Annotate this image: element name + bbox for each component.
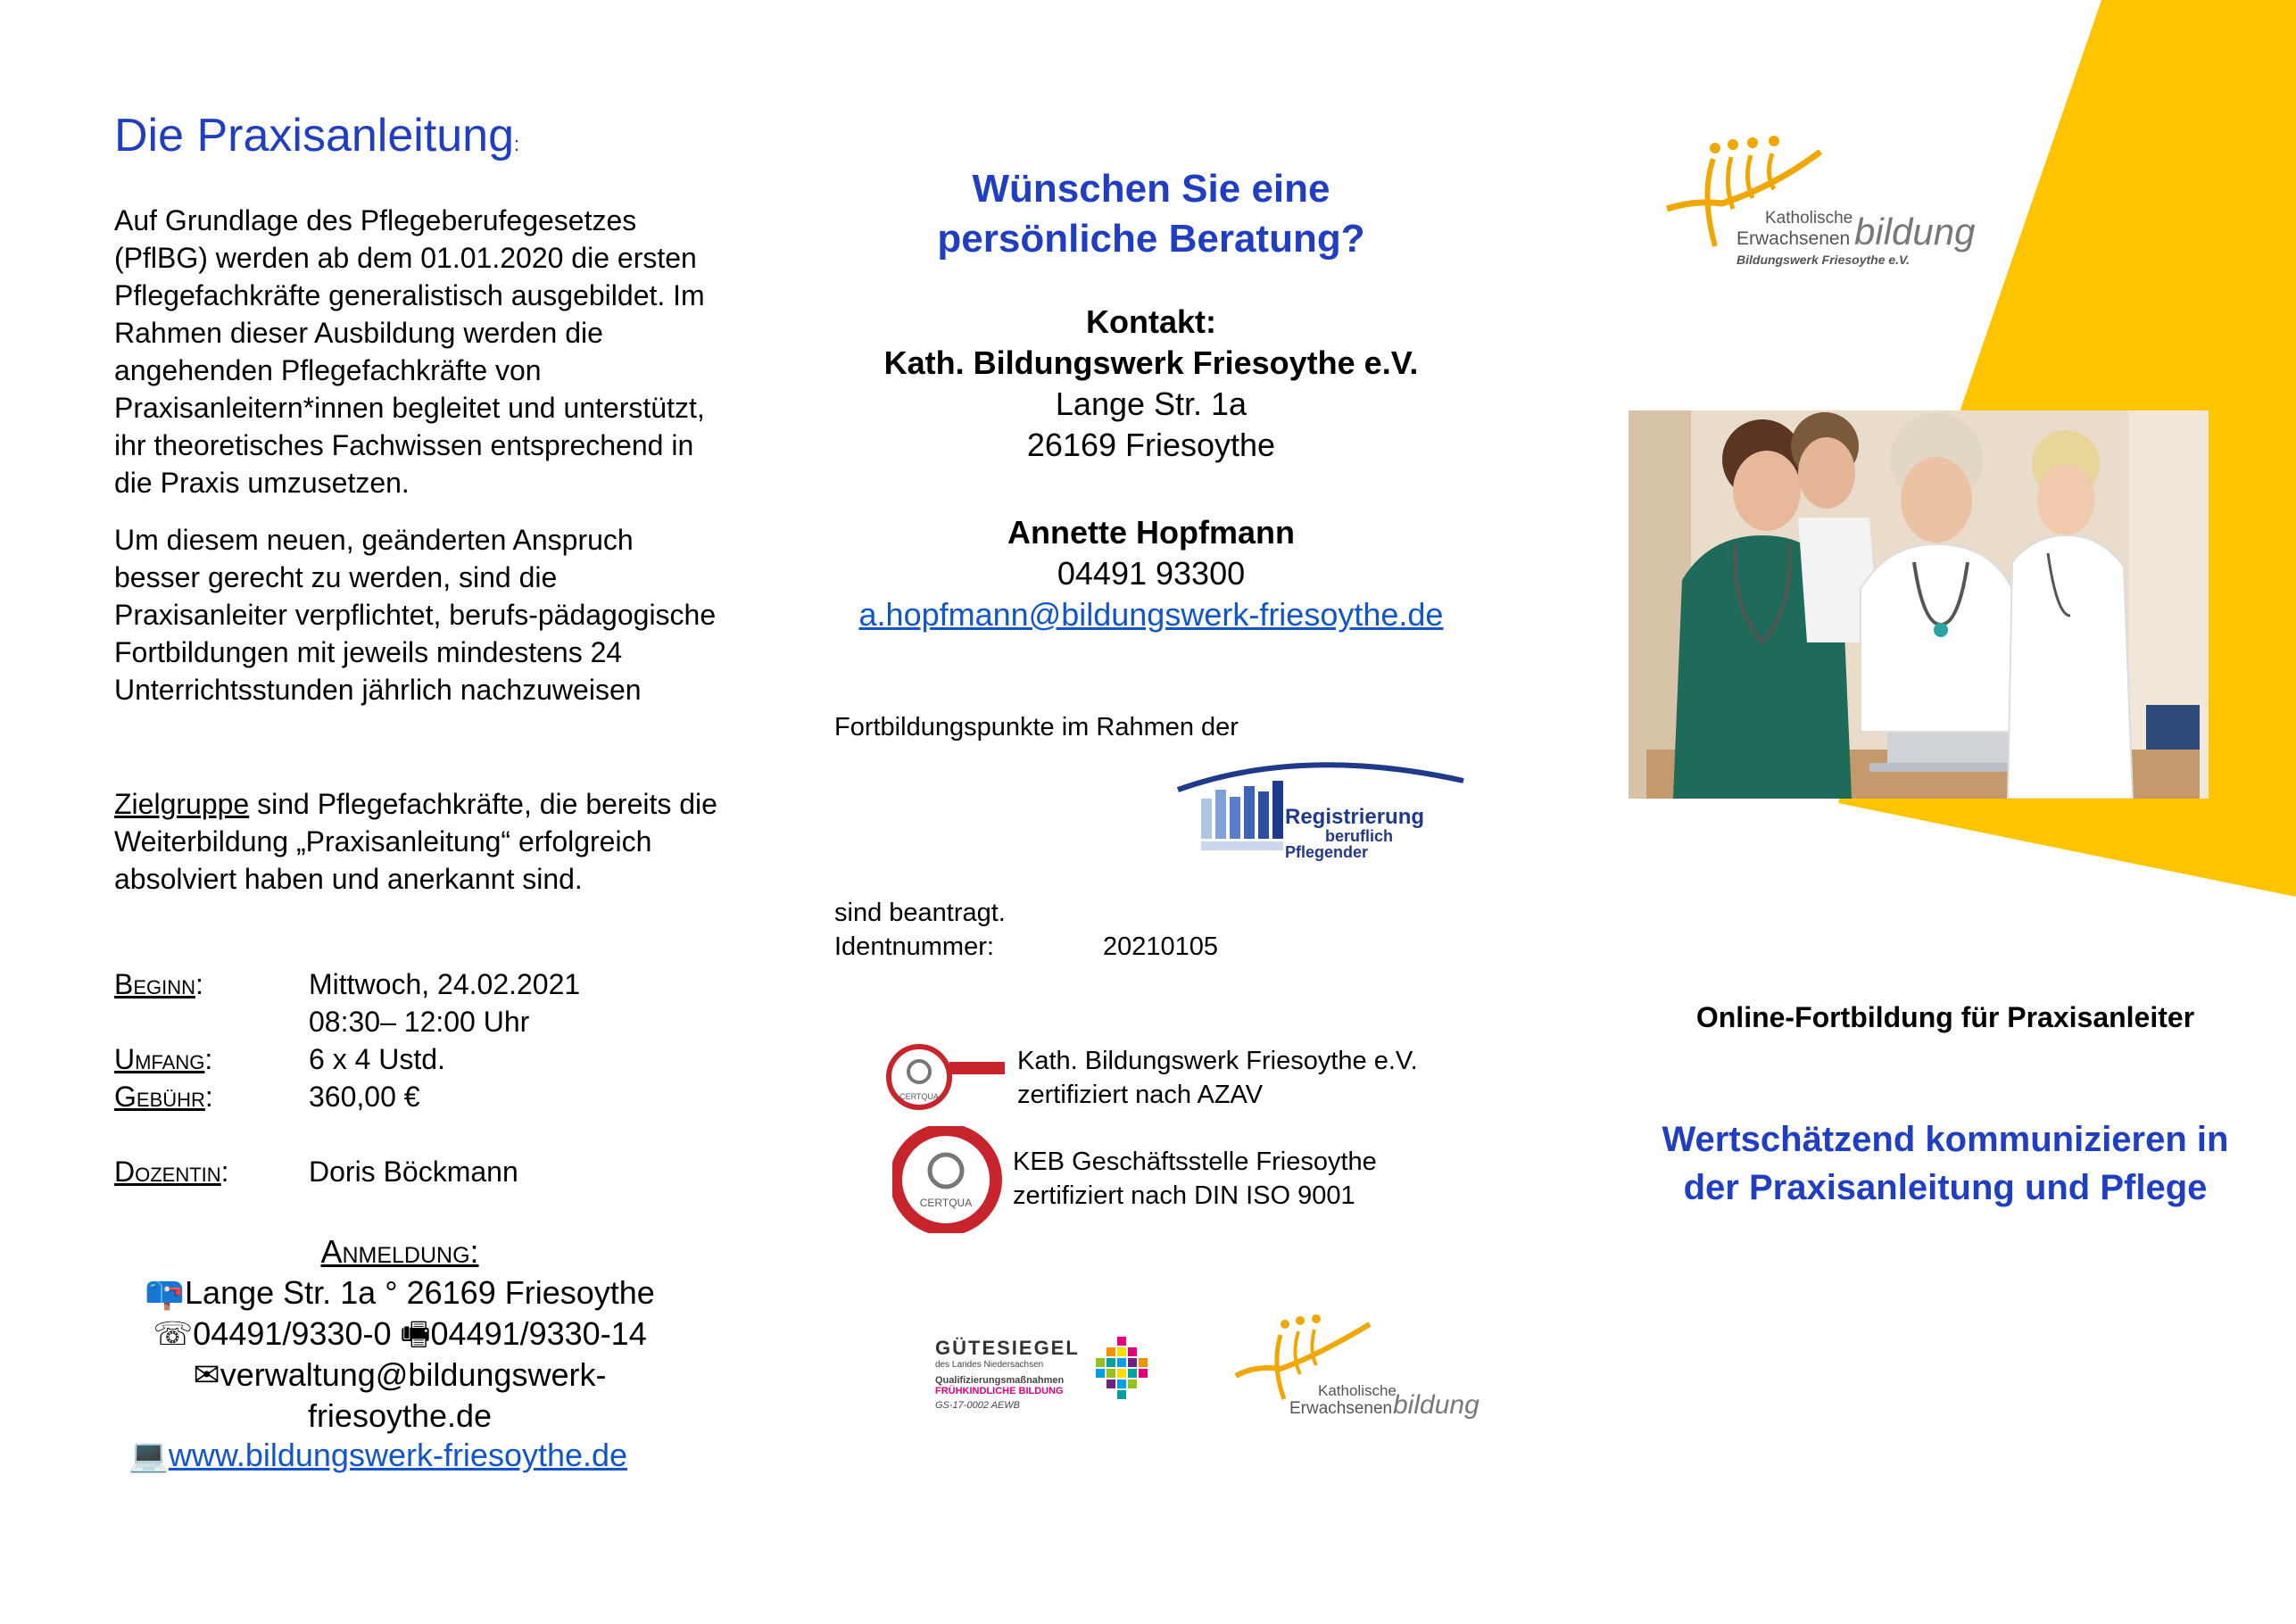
registrierung-logo-line1: Registrierung <box>1285 805 1425 829</box>
ident-value: 20210105 <box>1103 932 1219 961</box>
keb-large-line4: Bildungswerk Friesoythe e.V. <box>1737 253 1910 267</box>
info-value-gebuehr: 360,00 € <box>309 1081 420 1113</box>
registration-address: 📪Lange Str. 1a ° 26169 Friesoythe <box>145 1274 655 1311</box>
keb-small-line1: Katholische <box>1318 1382 1397 1399</box>
info-value-dozentin: Doris Böckmann <box>309 1156 518 1188</box>
info-row-gebuehr: Gebühr: 360,00 € <box>114 1081 420 1113</box>
intro-paragraph: Auf Grundlage des Pflegeberufegesetzes (PflBG) werden ab dem 01.01.2020 die ersten Pflegefachkräfte generalistisch ausgebildet. Im Rahmen dieser Ausbildung werden die angehenden Pflegefachkräfte von Praxisanleitern*innen begleitet und unterstützt, ihr theoretisches Fachwissen entsprechend in die Praxis umzusetzen. <box>114 204 705 499</box>
cert1-line2: zertifiziert nach AZAV <box>1017 1081 1264 1109</box>
contact-person-block <box>839 512 1463 635</box>
guetesiegel-sub2: Qualifizierungsmaßnahmen <box>935 1375 1065 1386</box>
certqua-label-2: CERTQUA <box>919 1197 973 1209</box>
phone-icon: ☏ <box>153 1315 194 1352</box>
contact-block <box>839 302 1463 466</box>
page-title: Die Praxisanleitung: <box>114 110 520 162</box>
website-row <box>128 1435 627 1476</box>
certqua-label: CERTQUA <box>899 1092 939 1101</box>
guetesiegel-sub1: des Landes Niedersachsen <box>935 1360 1044 1370</box>
info-label-gebuehr: Gebühr <box>114 1081 205 1113</box>
contact-person-email[interactable]: a.hopfmann@bildungswerk-friesoythe.de <box>858 596 1444 633</box>
course-title: Wertschätzend kommunizieren in der Praxisanleitung und Pflege <box>1662 1120 2229 1207</box>
registration-heading: Anmeldung: <box>320 1233 479 1270</box>
consultation-question: Wünschen Sie eine persönliche Beratung? <box>937 167 1365 261</box>
course-subtitle: Online-Fortbildung für Praxisanleiter <box>1695 1001 2195 1033</box>
contact-person-name: Annette Hopfmann <box>1007 514 1295 551</box>
guetesiegel-logo <box>935 1337 1078 1411</box>
keb-logo-large <box>1660 132 2017 275</box>
registration-email[interactable]: ✉verwaltung@bildungswerk-friesoythe.de <box>193 1356 607 1434</box>
registration-block <box>114 1231 685 1437</box>
cert2-line2: zertifiziert nach DIN ISO 9001 <box>1013 1181 1355 1210</box>
keb-large-line1: Katholische <box>1765 209 1853 228</box>
target-group-text: sind Pflegefachkräfte, die bereits die Weiterbildung „Praxisanleitung“ erfolgreich absolviert haben und anerkannt sind. <box>114 788 717 895</box>
info-row-beginn: Beginn: Mittwoch, 24.02.2021 <box>114 968 581 1000</box>
requirement-paragraph: Um diesem neuen, geänderten Anspruch besser gerecht zu werden, sind die Praxisanleiter verpflichtet, berufs-pädagogische Fortbildungen mit jeweils mindestens 24 Unterrichtsstunden jährlich nachzuweisen <box>114 524 717 706</box>
registrierung-logo <box>1169 754 1472 870</box>
info-label-umfang: Umfang <box>114 1043 205 1075</box>
info-value-time: 08:30– 12:00 Uhr <box>309 1006 530 1038</box>
fax-icon: 🖷 <box>400 1315 431 1352</box>
info-label-dozentin: Dozentin <box>114 1156 221 1188</box>
info-value-beginn: Mittwoch, 24.02.2021 <box>309 968 581 1000</box>
info-label-beginn: Beginn <box>114 968 196 1000</box>
keb-small-line2: Erwachsenen <box>1289 1399 1393 1418</box>
target-group-label: Zielgruppe <box>114 788 250 820</box>
cert1-line1: Kath. Bildungswerk Friesoythe e.V. <box>1017 1047 1418 1075</box>
envelope-icon: ✉ <box>193 1356 220 1393</box>
registrierung-logo-line3: Pflegender <box>1285 843 1369 861</box>
info-row-dozentin: Dozentin: Doris Böckmann <box>114 1156 518 1188</box>
nurses-photo <box>1629 410 2209 799</box>
info-value-umfang: 6 x 4 Ustd. <box>309 1043 445 1075</box>
keb-logo-small <box>1227 1312 1495 1428</box>
beantragt-text: sind beantragt. <box>834 899 1006 927</box>
info-row-umfang: Umfang: 6 x 4 Ustd. <box>114 1043 445 1075</box>
registrierung-logo-line2: beruflich <box>1325 827 1394 845</box>
contact-label: Kontakt: <box>1086 303 1216 340</box>
keb-small-line3: bildung <box>1393 1390 1480 1420</box>
certqua-azav-seal <box>883 1042 1008 1112</box>
points-text: Fortbildungspunkte im Rahmen der <box>834 713 1239 742</box>
cert2-line1: KEB Geschäftsstelle Friesoythe <box>1013 1148 1377 1176</box>
keb-large-line2: Erwachsenen <box>1737 228 1851 249</box>
info-row-time <box>114 1003 529 1040</box>
contact-street: Lange Str. 1a <box>1055 385 1247 422</box>
guetesiegel-color-grid-icon <box>1090 1335 1155 1406</box>
contact-org: Kath. Bildungswerk Friesoythe e.V. <box>883 344 1419 381</box>
website-link[interactable]: www.bildungswerk-friesoythe.de <box>168 1437 628 1473</box>
mailbox-icon: 📪 <box>145 1274 186 1311</box>
ident-label: Identnummer: <box>834 932 994 961</box>
guetesiegel-code: GS-17-0002 AEWB <box>935 1400 1020 1411</box>
certqua-iso-seal <box>892 1126 1005 1233</box>
computer-icon: 💻 <box>128 1437 169 1473</box>
guetesiegel-sub3: FRÜHKINDLICHE BILDUNG <box>935 1386 1064 1396</box>
keb-large-line3: bildung <box>1854 211 1976 253</box>
contact-city: 26169 Friesoythe <box>1026 427 1276 463</box>
contact-person-phone: 04491 93300 <box>1057 555 1246 592</box>
registration-phone: ☏04491/9330-0 🖷04491/9330-14 <box>153 1315 647 1352</box>
guetesiegel-title: GÜTESIEGEL <box>935 1337 1080 1359</box>
target-group-paragraph <box>114 785 721 898</box>
